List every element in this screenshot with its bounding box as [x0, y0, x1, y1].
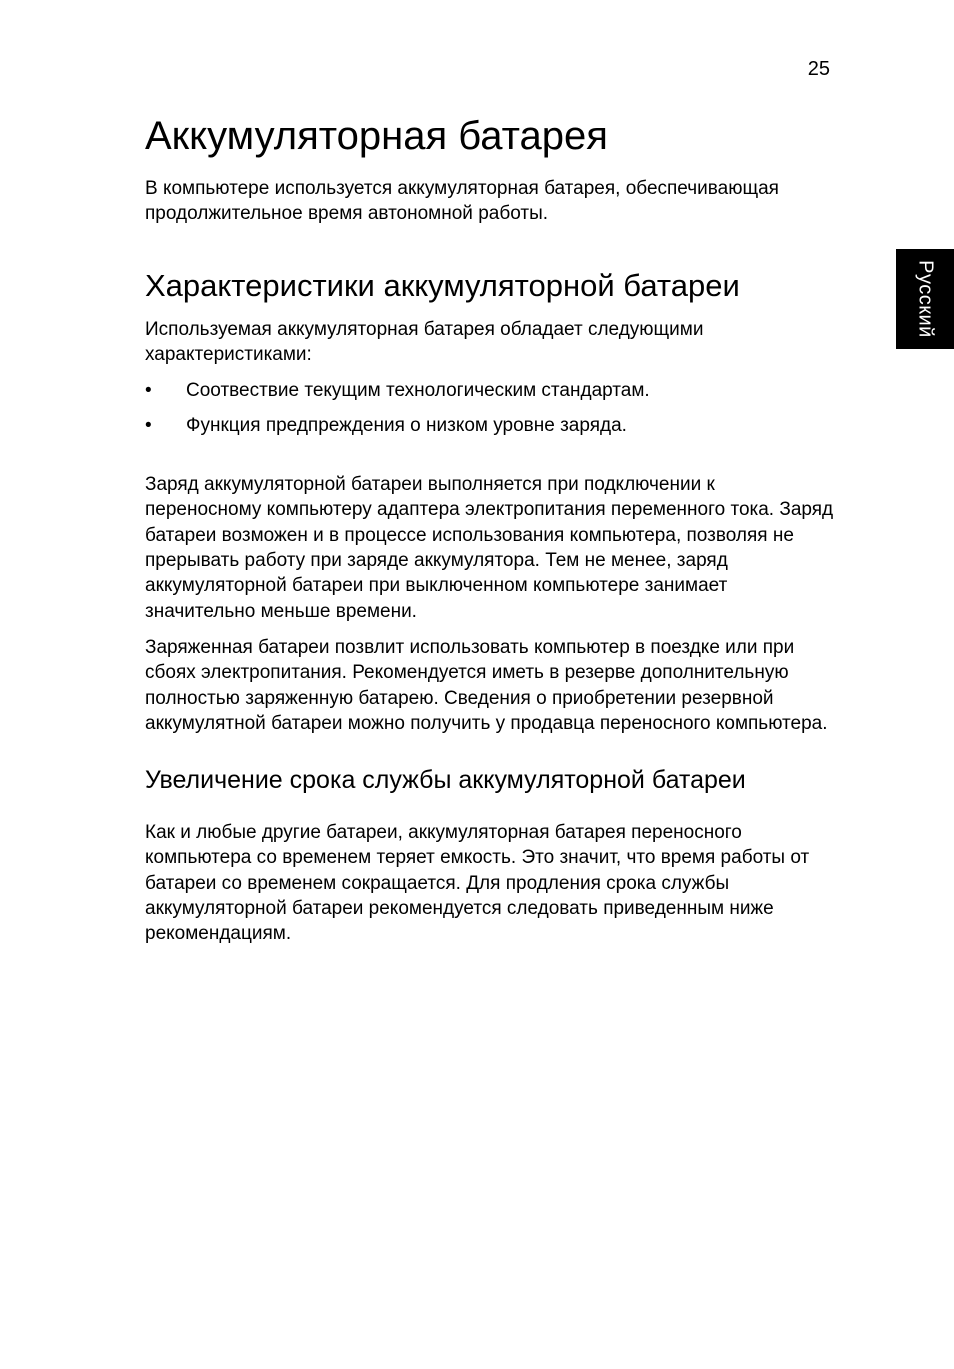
list-item-text: Соотвествие текущим технологическим стандартам. — [186, 380, 650, 402]
characteristics-heading: Характеристики аккумуляторной батареи — [145, 267, 740, 303]
page-title: Аккумуляторная батарея — [145, 114, 608, 158]
page-content — [145, 110, 835, 958]
charged-battery-paragraph: Заряженная батареи позвлит использовать компьютер в поездке или при сбоях электропитания. Рекомендуется иметь в резерве дополнительную полностью заряженную батарею. Сведения о приобретении резервной аккумулятной батареи можно получить у продавца переносного компьютера. — [145, 636, 828, 734]
page-number: 25 — [807, 58, 830, 80]
list-item — [145, 413, 835, 438]
list-item-text: Функция предпреждения о низком уровне заряда. — [186, 415, 627, 437]
language-tab — [896, 249, 954, 349]
extend-life-paragraph: Как и любые другие батареи, аккумуляторная батарея переносного компьютера со временем теряет емкость. Это значит, что время работы от батареи со временем сокращается. Для продления срока службы аккумуляторной батареи рекомендуется следовать приведенным ниже рекомендациям. — [145, 822, 810, 945]
bullet-icon: • — [145, 380, 152, 402]
charging-paragraph: Заряд аккумуляторной батареи выполняется при подключении к переносному компьютеру адаптера электропитания переменного тока. Заряд батареи возможен и в процессе использования компьютера, позволяя не прерывать работу при заряде аккумулятора. Тем не менее, заряд аккумуляторной батареи при выключенном компьютере занимает значительно меньше времени. — [145, 474, 834, 622]
bullet-icon: • — [145, 415, 152, 437]
intro-paragraph: В компьютере используется аккумуляторная батарея, обеспечивающая продолжительное время автономной работы. — [145, 178, 779, 225]
list-item — [145, 378, 835, 403]
characteristics-list — [145, 378, 835, 438]
language-tab-label: Русский — [914, 260, 937, 338]
characteristics-intro: Используемая аккумуляторная батарея обладает следующими характеристиками: — [145, 318, 704, 365]
extend-life-heading: Увеличение срока службы аккумуляторной батареи — [145, 766, 746, 795]
